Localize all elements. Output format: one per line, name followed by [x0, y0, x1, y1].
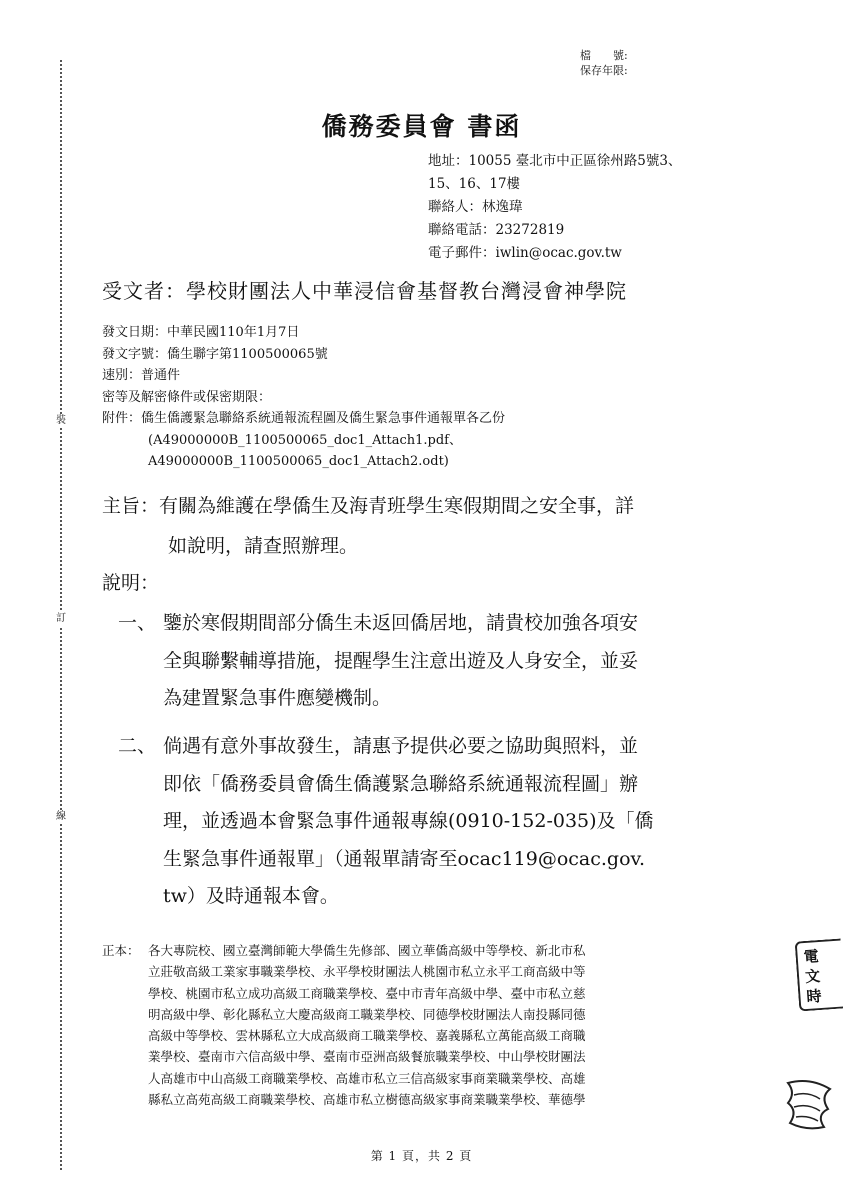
- subject-line-2: 如說明，請查照辦理。: [168, 535, 359, 557]
- file-meta: [580, 48, 628, 78]
- cc-line: 明高級中學、彰化縣私立大慶高級商工職業學校、同德學校財團法人南投縣同德: [148, 1006, 586, 1022]
- electronic-exchange-stamp: [795, 938, 843, 1011]
- item-line: 即依「僑務委員會僑生僑護緊急聯絡系統通報流程圖」辦: [163, 772, 639, 795]
- stamp-char: 文: [804, 967, 821, 987]
- retention-label: 保存年限:: [580, 64, 628, 77]
- explanation-item-1: [118, 605, 738, 718]
- sender-address-line2: 15、16、17樓: [428, 176, 521, 192]
- attachment-file-1: (A49000000B_1100500065_doc1_Attach1.pdf、: [148, 432, 462, 448]
- cc-line: 立莊敬高級工業家事職業學校、永平學校財團法人桃園市私立永平工商高級中等: [148, 964, 586, 980]
- document-title: 僑務委員會 書函: [321, 112, 522, 141]
- sender-contact: 聯絡人：林逸瑋: [428, 199, 523, 215]
- cc-line: 各大專院校、國立臺灣師範大學僑生先修部、國立華僑高級中等學校、新北市私: [148, 943, 586, 958]
- subject: [102, 486, 742, 566]
- document-meta: [102, 322, 505, 473]
- subject-line-1: 主旨：有關為維護在學僑生及海青班學生寒假期間之安全事，詳: [102, 495, 635, 517]
- stamp-char: 電: [803, 947, 820, 967]
- attachment-file-2: A49000000B_1100500065_doc1_Attach2.odt): [148, 454, 449, 469]
- item-number: 二、: [118, 735, 157, 757]
- item-line: 理，並透過本會緊急事件通報專線(0910-152-035)及「僑: [163, 810, 654, 832]
- item-line: 為建置緊急事件應變機制。: [163, 687, 392, 709]
- document-number: 發文字號：僑生聯字第1100500065號: [102, 346, 328, 362]
- cc-label: 正本：: [102, 943, 140, 958]
- sender-phone: 聯絡電話：23272819: [428, 222, 565, 238]
- stamp-char: 時: [805, 986, 823, 1006]
- item-line: 生緊急事件通報單」（通報單請寄至ocac119@ocac.gov.: [163, 847, 646, 870]
- sender-email: 電子郵件：iwlin@ocac.gov.tw: [428, 245, 622, 261]
- binding-mark-zhuang: 裝: [56, 415, 66, 426]
- item-line: 全與聯繫輔導措施，提醒學生注意出遊及人身安全，並妥: [163, 649, 639, 672]
- cc-line: 業學校、臺南市六信高級中學、臺南市亞洲高級餐旅職業學校、中山學校財團法: [148, 1049, 586, 1065]
- item-line: tw）及時通報本會。: [163, 885, 339, 907]
- cc-line: 縣私立高苑高級工商職業學校、高雄市私立樹德高級家事商業職業學校、華德學: [148, 1092, 586, 1108]
- page-footer: 第 1 頁，共 2 頁: [370, 1149, 473, 1163]
- explanation-item-2: [118, 728, 738, 916]
- page-curl-icon: [780, 1075, 840, 1135]
- item-number: 一、: [118, 612, 157, 634]
- attachment: 附件：僑生僑護緊急聯絡系統通報流程圖及僑生緊急事件通報單各乙份: [102, 411, 506, 426]
- sender-info: [428, 150, 681, 265]
- carbon-copy-list: [102, 940, 750, 1110]
- binding-mark-ding: 訂: [56, 613, 66, 624]
- file-number-label: 檔 號:: [580, 49, 628, 62]
- item-line: 鑒於寒假期間部分僑生未返回僑居地，請貴校加強各項安: [163, 612, 639, 634]
- cc-line: 高級中等學校、雲林縣私立大成高級商工職業學校、嘉義縣私立萬能高級工商職: [148, 1028, 586, 1044]
- cc-line: 人高雄市中山高級工商職業學校、高雄市私立三信高級家事商業職業學校、高雄: [148, 1070, 586, 1086]
- sender-address-line1: 地址：10055 臺北市中正區徐州路5號3、: [428, 153, 682, 169]
- cc-line: 學校、桃園市私立成功高級工商職業學校、臺中市青年高級中學、臺中市私立慈: [148, 985, 586, 1001]
- binding-mark-xian: 線: [56, 811, 66, 822]
- secrecy-level: 密等及解密條件或保密期限：: [102, 389, 272, 405]
- recipient: 受文者：學校財團法人中華浸信會基督教台灣浸會神學院: [102, 279, 627, 303]
- explanation-heading: 說明：: [102, 572, 160, 594]
- issue-date: 發文日期：中華民國110年1月7日: [102, 325, 300, 340]
- delivery-speed: 速別：普通件: [102, 368, 181, 383]
- item-line: 倘遇有意外事故發生，請惠予提供必要之協助與照料，並: [163, 735, 639, 757]
